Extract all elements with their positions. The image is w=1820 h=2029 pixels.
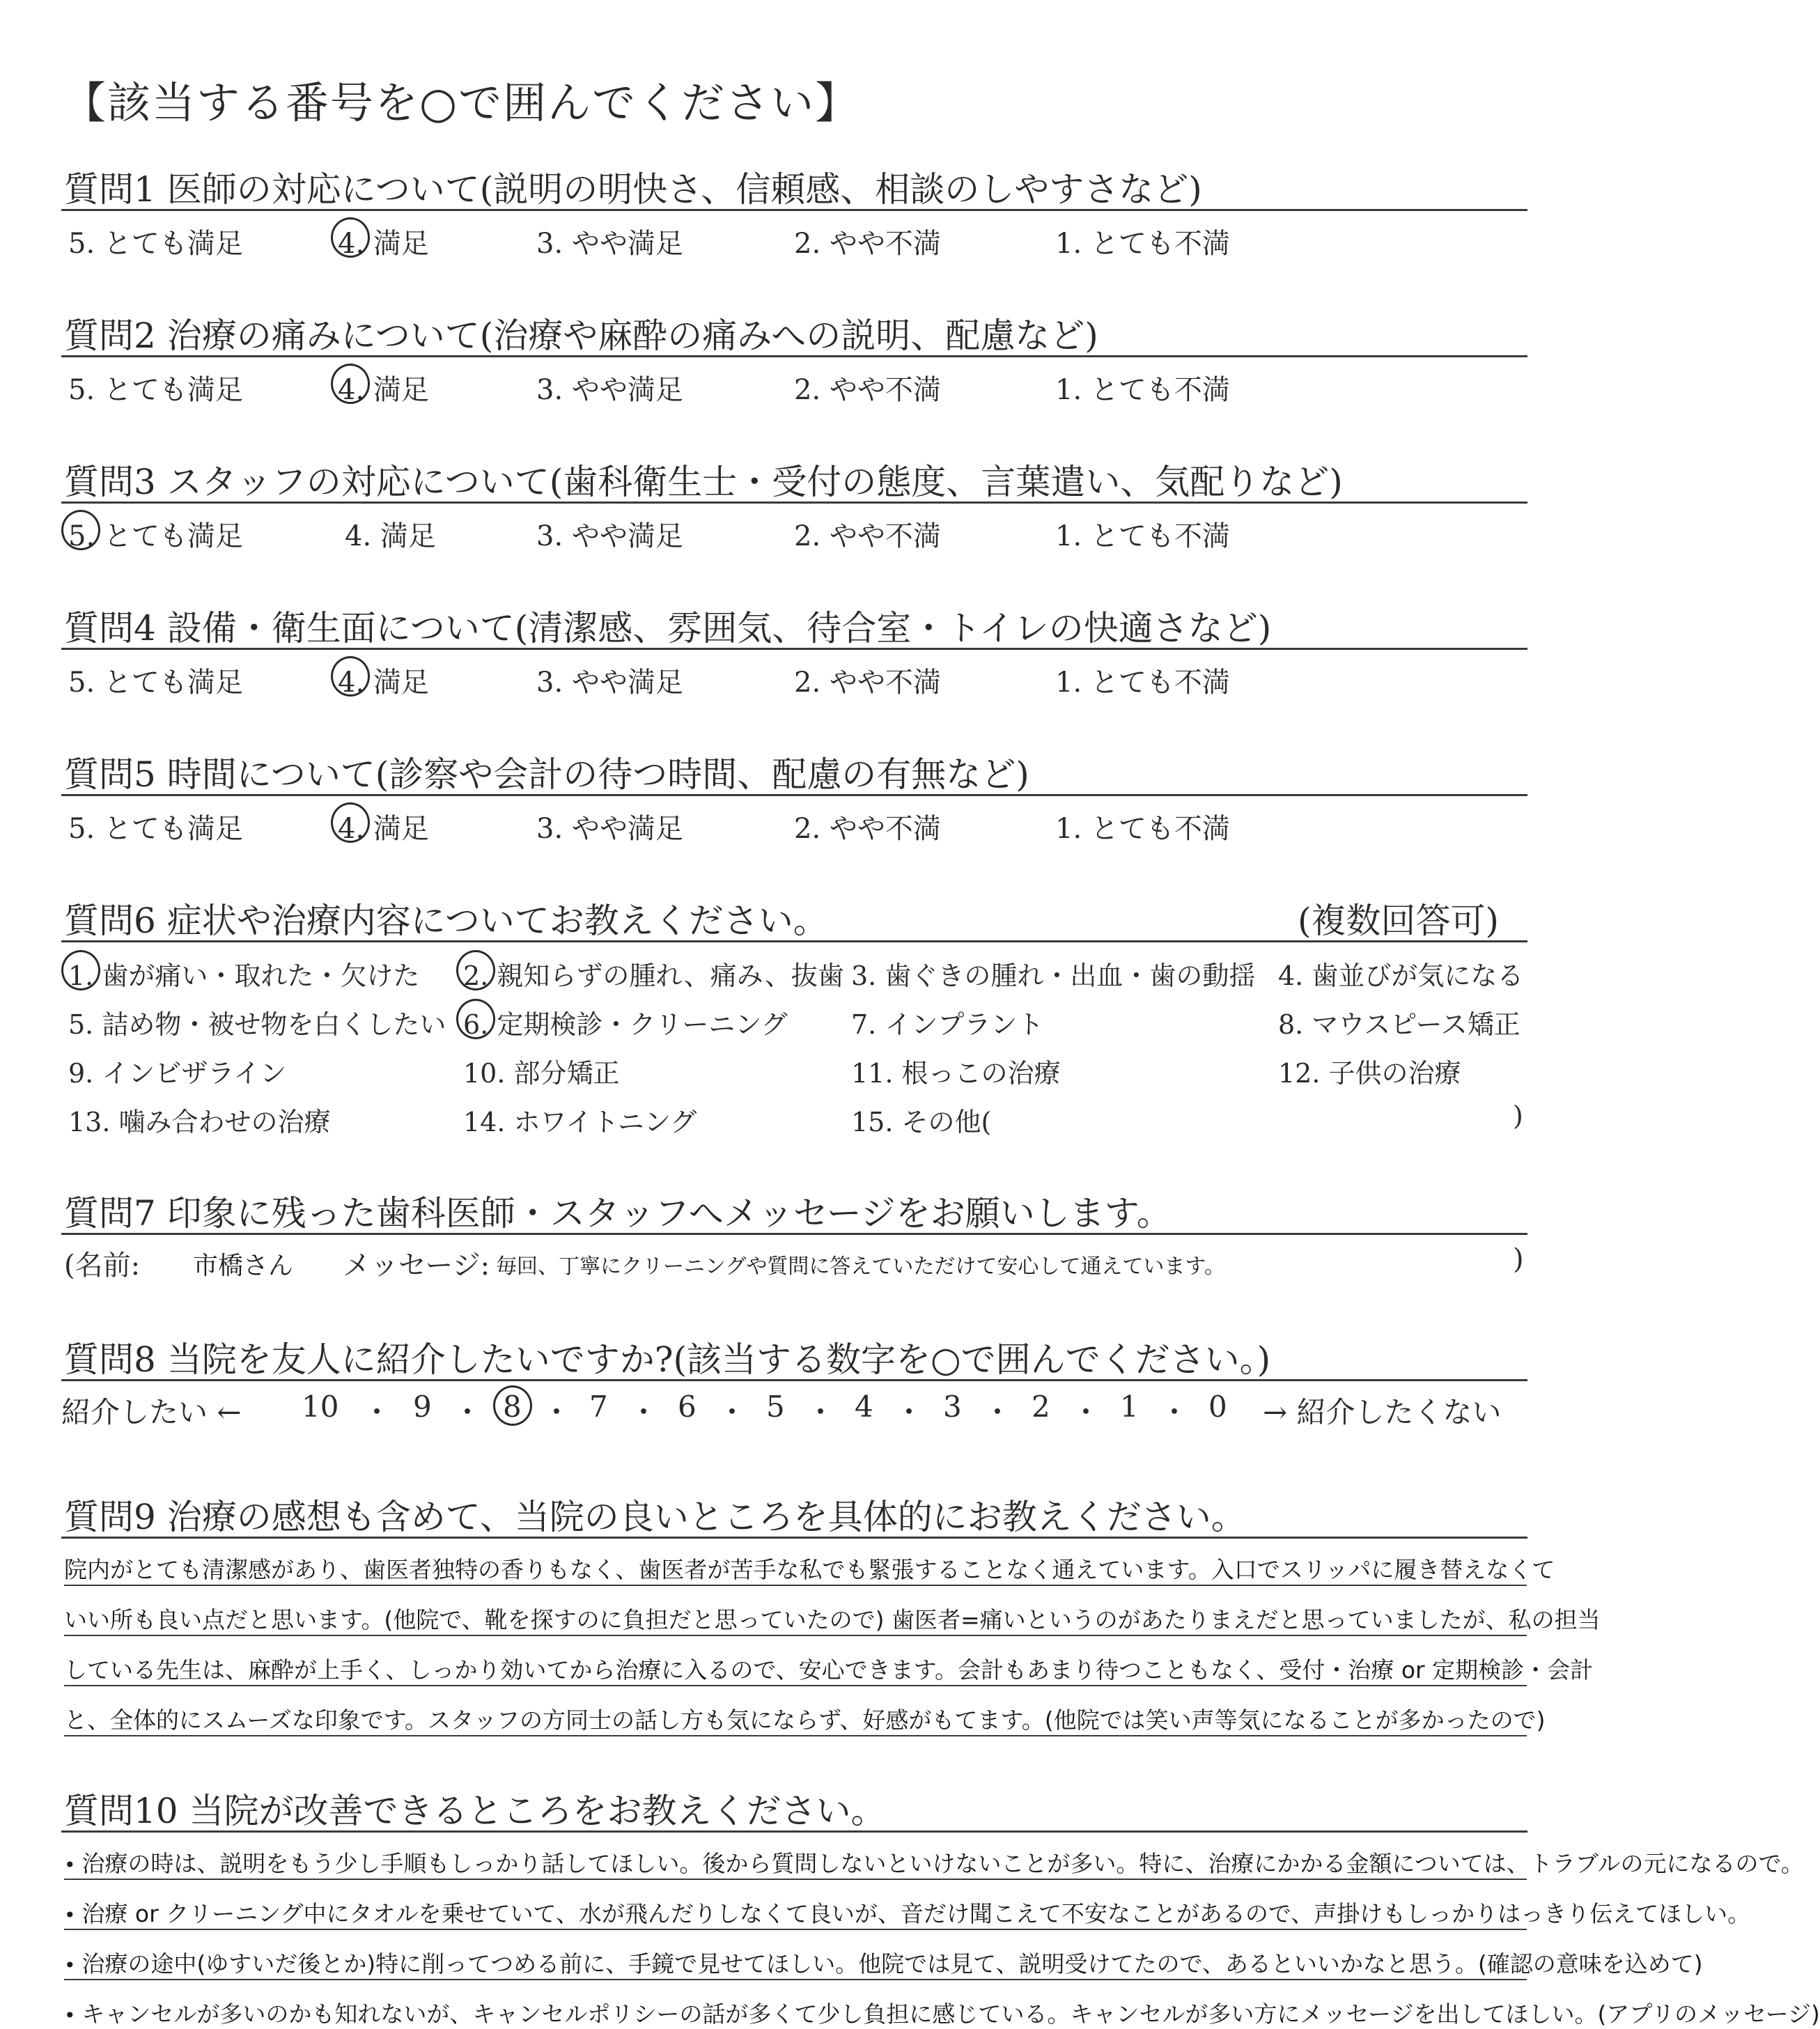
q6-option-15[interactable]: 15. その他( <box>851 1107 992 1137</box>
q6-option-15-close: ) <box>1513 1101 1523 1131</box>
question-7-text: 印象に残った歯科医師・スタッフへメッセージをお願いします。 <box>166 1193 1172 1234</box>
answer-line: している先生は、麻酔が上手く、しっかり効いてから治療に入るので、安心できます。会計もあまり待つこともなく、受付・治療 or 定期検診・会計 <box>64 1656 1594 1684</box>
q6-option-8[interactable]: 8. マウスピース矯正 <box>1278 1009 1520 1040</box>
divider <box>61 794 1527 796</box>
q5-option-3[interactable]: 3. やや満足 <box>536 813 683 845</box>
q5-option-4[interactable]: 4. 満足 <box>338 807 429 846</box>
divider <box>61 940 1527 942</box>
selection-circle <box>61 950 100 990</box>
question-2-heading <box>64 308 1520 358</box>
message-value[interactable]: 毎回、丁寧にクリーニングや質問に答えていただけて安心して通えています。 <box>496 1254 1225 1279</box>
answer-line: と、全体的にスムーズな印象です。スタッフの方同士の話し方も気にならず、好感がもてます。(他院では笑い声等気になることが多かったので) <box>64 1707 1546 1734</box>
q6-option-7[interactable]: 7. インプラント <box>851 1009 1044 1040</box>
question-3-options <box>0 514 1605 556</box>
q6-option-13[interactable]: 13. 噛み合わせの治療 <box>68 1107 331 1137</box>
q6-option-4[interactable]: 4. 歯並びが気になる <box>1278 961 1524 991</box>
divider <box>61 648 1527 650</box>
message-label: メッセージ: <box>343 1250 490 1282</box>
answer-line: • 治療 or クリーニング中にタオルを乗せていて、水が飛んだりしなくて良いが、音だけ聞こえて不安なことがあるので、声掛けもしっかりはっきり伝えてほしい。 <box>64 1900 1751 1927</box>
question-2-options <box>0 368 1605 410</box>
question-9-text: 治療の感想も含めて、当院の良いところを具体的にお教えください。 <box>166 1497 1246 1537</box>
scale-9[interactable]: 9 <box>413 1390 432 1424</box>
answer-line: 院内がとても清潔感があり、歯医者独特の香りもなく、歯医者が苦手な私でも緊張することなく通えています。入口でスリッパに履き替えなくて <box>64 1556 1555 1583</box>
selection-circle <box>61 510 100 550</box>
divider <box>61 1233 1527 1235</box>
divider <box>61 1379 1527 1381</box>
q3-option-1[interactable]: 1. とても不満 <box>1055 520 1230 552</box>
selection-circle <box>331 364 370 404</box>
q6-option-10[interactable]: 10. 部分矯正 <box>463 1058 620 1089</box>
q4-option-5[interactable]: 5. とても満足 <box>68 667 243 699</box>
q6-option-11[interactable]: 11. 根っこの治療 <box>851 1058 1061 1089</box>
q6-option-14[interactable]: 14. ホワイトニング <box>463 1107 697 1137</box>
question-1-label: 質問1 <box>64 169 156 210</box>
selection-circle <box>331 656 370 697</box>
q6-option-12[interactable]: 12. 子供の治療 <box>1278 1058 1461 1089</box>
question-5-heading <box>64 747 1520 797</box>
q6-option-3[interactable]: 3. 歯ぐきの腫れ・出血・歯の動揺 <box>851 961 1256 991</box>
q1-option-5[interactable]: 5. とても満足 <box>68 228 243 260</box>
q6-option-9[interactable]: 9. インビザライン <box>68 1058 287 1089</box>
q2-option-5[interactable]: 5. とても満足 <box>68 374 243 406</box>
scale-2[interactable]: 2 <box>1032 1390 1050 1424</box>
answer-line: • 治療の時は、説明をもう少し手順もしっかり話してほしい。後から質問しないといけないことが多い。特に、治療にかかる金額については、トラブルの元になるので。 <box>64 1850 1804 1877</box>
question-3-text: スタッフの対応について(歯科衛生士・受付の態度、言葉遣い、気配りなど) <box>166 462 1343 502</box>
divider <box>61 1830 1527 1833</box>
question-3-label: 質問3 <box>64 462 156 502</box>
q4-option-3[interactable]: 3. やや満足 <box>536 667 683 699</box>
question-7-answer <box>64 1243 1524 1285</box>
question-2-label: 質問2 <box>64 316 156 356</box>
question-5-options <box>0 807 1605 848</box>
q3-option-2[interactable]: 2. やや不満 <box>794 520 941 552</box>
q6-option-1[interactable]: 1. 歯が痛い・取れた・欠けた <box>68 954 419 993</box>
q6-option-2[interactable]: 2. 親知らずの腫れ、痛み、抜歯 <box>463 954 844 993</box>
selection-circle <box>331 802 370 843</box>
q2-option-2[interactable]: 2. やや不満 <box>794 374 941 406</box>
scale-5[interactable]: 5 <box>766 1390 785 1424</box>
divider <box>61 209 1527 211</box>
bullet-icon: • <box>64 1954 82 1977</box>
question-6-label: 質問6 <box>64 901 156 941</box>
scale-7[interactable]: 7 <box>589 1390 608 1424</box>
scale-right-label: → 紹介したくない <box>1263 1395 1502 1429</box>
page-title: 【該当する番号を○で囲んでください】 <box>63 77 860 128</box>
bullet-icon: • <box>64 1904 82 1927</box>
q3-option-4[interactable]: 4. 満足 <box>345 520 436 552</box>
answer-line: • 治療の途中(ゆすいだ後とか)特に削ってつめる前に、手鏡で見せてほしい。他院では見て、説明受けてたので、あるといいかなと思う。(確認の意味を込めて) <box>64 1950 1703 1977</box>
scale-10[interactable]: 10 <box>302 1390 339 1424</box>
question-1-heading <box>64 162 1520 212</box>
question-4-text: 設備・衛生面について(清潔感、雰囲気、待合室・トイレの快適さなど) <box>166 608 1272 648</box>
name-label: (名前: <box>64 1250 141 1282</box>
question-1-text: 医師の対応について(説明の明快さ、信頼感、相談のしやすさなど) <box>166 169 1202 210</box>
question-5-label: 質問5 <box>64 754 156 795</box>
selection-circle <box>331 217 370 258</box>
q4-option-4[interactable]: 4. 満足 <box>338 660 429 700</box>
question-6-heading <box>64 893 1520 943</box>
q3-option-3[interactable]: 3. やや満足 <box>536 520 683 552</box>
q1-option-1[interactable]: 1. とても不満 <box>1055 228 1230 260</box>
q6-option-6[interactable]: 6. 定期検診・クリーニング <box>463 1003 788 1041</box>
question-6-text: 症状や治療内容についてお教えください。 <box>166 901 828 941</box>
question-3-heading <box>64 454 1520 504</box>
question-10-heading <box>64 1783 1520 1833</box>
q2-option-1[interactable]: 1. とても不満 <box>1055 374 1230 406</box>
q2-option-4[interactable]: 4. 満足 <box>338 368 429 407</box>
question-5-text: 時間について(診察や会計の待つ時間、配慮の有無など) <box>166 754 1029 795</box>
question-8-text: 当院を友人に紹介したいですか?(該当する数字を○で囲んでください。) <box>166 1339 1271 1380</box>
q6-option-5[interactable]: 5. 詰め物・被せ物を白くしたい <box>68 1009 446 1040</box>
q5-option-2[interactable]: 2. やや不満 <box>794 813 941 845</box>
scale-8[interactable]: 8 <box>503 1390 522 1424</box>
question-8-label: 質問8 <box>64 1339 156 1380</box>
question-6-note: (複数回答可) <box>1297 901 1499 941</box>
q3-option-5[interactable]: 5. とても満足 <box>68 514 243 554</box>
scale-6[interactable]: 6 <box>678 1390 697 1424</box>
q1-option-4[interactable]: 4. 満足 <box>338 221 429 261</box>
scale-3[interactable]: 3 <box>943 1390 962 1424</box>
question-1-options <box>0 221 1605 263</box>
scale-left-label: 紹介したい ← <box>61 1395 242 1429</box>
message-close: ) <box>1513 1243 1524 1275</box>
selection-circle <box>456 999 495 1039</box>
question-7-label: 質問7 <box>64 1193 156 1234</box>
q1-option-3[interactable]: 3. やや満足 <box>536 228 683 260</box>
divider <box>61 355 1527 357</box>
q4-option-2[interactable]: 2. やや不満 <box>794 667 941 699</box>
question-8-heading <box>64 1332 1520 1382</box>
answer-line: • キャンセルが多いのかも知れないが、キャンセルポリシーの話が多くて少し負担に感じている。キャンセルが多い方にメッセージを出してほしい。(アプリのメッセージ) <box>64 2000 1820 2028</box>
question-4-options <box>0 660 1605 702</box>
question-4-heading <box>64 600 1520 651</box>
q1-option-2[interactable]: 2. やや不満 <box>794 228 941 260</box>
q5-option-5[interactable]: 5. とても満足 <box>68 813 243 845</box>
question-9-label: 質問9 <box>64 1497 156 1537</box>
selection-circle <box>456 950 495 990</box>
answer-line: いい所も良い点だと思います。(他院で、靴を探すのに負担だと思っていたので) 歯医者=痛いというのがあたりまえだと思っていましたが、私の担当 <box>64 1606 1601 1633</box>
question-2-text: 治療の痛みについて(治療や麻酔の痛みへの説明、配慮など) <box>166 316 1098 356</box>
q2-option-3[interactable]: 3. やや満足 <box>536 374 683 406</box>
recommendation-scale: 紹介したい ← 10 ・ 9 ・ 8 ・ 7 ・ 6 ・ 5 ・ 4 ・ 3 ・ 2 ・ 1 ・ 0 → 紹介したくない <box>61 1390 1531 1438</box>
question-9-heading <box>64 1489 1520 1539</box>
name-value[interactable]: 市橋さん <box>193 1252 294 1280</box>
q4-option-1[interactable]: 1. とても不満 <box>1055 667 1230 699</box>
scale-1[interactable]: 1 <box>1120 1390 1139 1424</box>
q5-option-1[interactable]: 1. とても不満 <box>1055 813 1230 845</box>
question-4-label: 質問4 <box>64 608 156 648</box>
divider <box>61 502 1527 504</box>
scale-0[interactable]: 0 <box>1208 1390 1227 1424</box>
question-7-heading <box>64 1185 1520 1236</box>
question-10-label: 質問10 <box>64 1791 178 1831</box>
bullet-icon: • <box>64 1853 82 1876</box>
bullet-icon: • <box>64 2004 82 2027</box>
question-10-text: 当院が改善できるところをお教えください。 <box>189 1791 886 1831</box>
divider <box>61 1537 1527 1539</box>
scale-4[interactable]: 4 <box>855 1390 873 1424</box>
